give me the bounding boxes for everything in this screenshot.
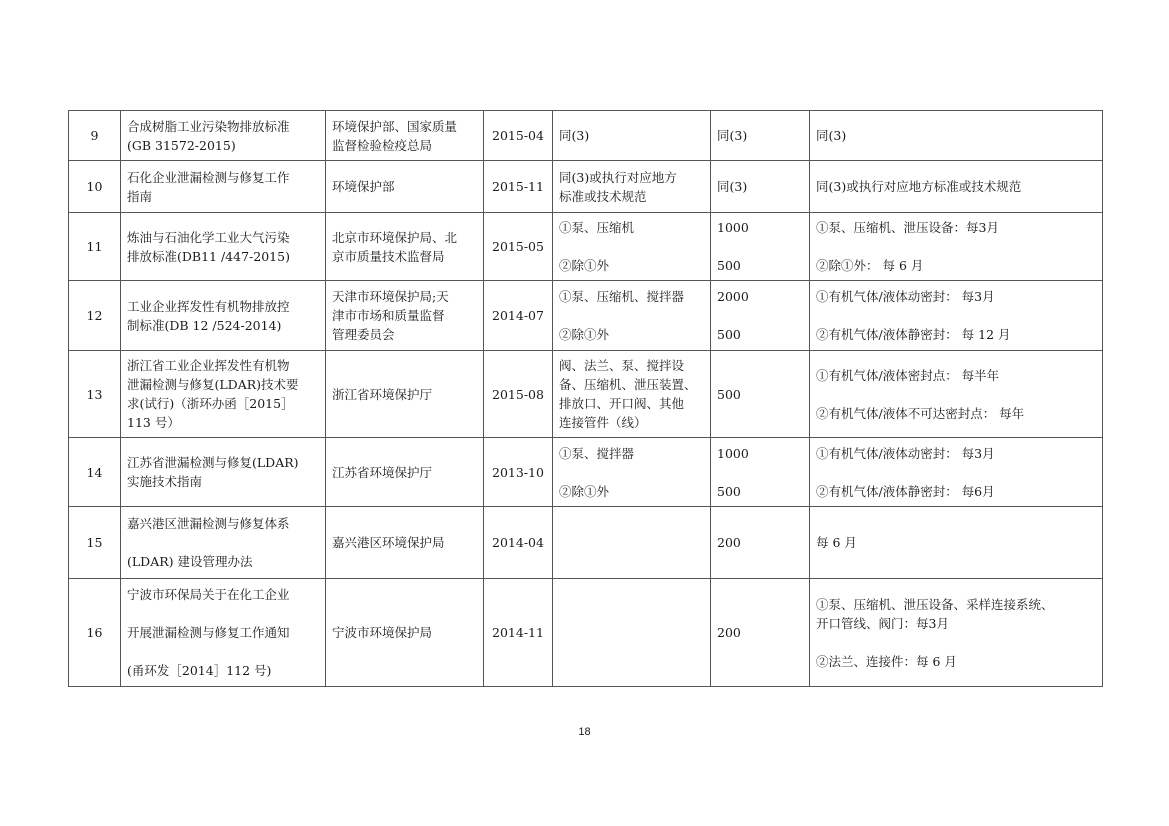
issuing-authority: 天津市环境保护局;天 津市市场和质量监督 管理委员会 — [326, 281, 484, 351]
threshold: 1000 500 — [711, 213, 810, 281]
frequency: ①有机气体/液体动密封： 每3月 ②有机气体/液体静密封： 每6月 — [810, 438, 1103, 507]
issuing-authority: 宁波市环境保护局 — [326, 579, 484, 687]
row-number: 16 — [69, 579, 121, 687]
issuing-authority: 环境保护部 — [326, 161, 484, 213]
issuing-authority: 嘉兴港区环境保护局 — [326, 507, 484, 579]
issuing-authority: 江苏省环境保护厅 — [326, 438, 484, 507]
scope — [553, 507, 711, 579]
threshold: 500 — [711, 351, 810, 438]
row-number: 13 — [69, 351, 121, 438]
scope: 同(3)或执行对应地方 标准或技术规范 — [553, 161, 711, 213]
row-number: 15 — [69, 507, 121, 579]
frequency: ①泵、压缩机、泄压设备、采样连接系统、 开口管线、阀门：每3月 ②法兰、连接件：每 6 月 — [810, 579, 1103, 687]
frequency: 同(3)或执行对应地方标准或技术规范 — [810, 161, 1103, 213]
issue-date: 2014-11 — [484, 579, 553, 687]
issue-date: 2015-05 — [484, 213, 553, 281]
standard-name: 浙江省工业企业挥发性有机物 泄漏检测与修复(LDAR)技术要 求(试行)（浙环办函［2015］ 113 号） — [121, 351, 326, 438]
threshold: 2000 500 — [711, 281, 810, 351]
issue-date: 2013-10 — [484, 438, 553, 507]
scope: 同(3) — [553, 111, 711, 161]
standard-name: 石化企业泄漏检测与修复工作 指南 — [121, 161, 326, 213]
scope: ①泵、压缩机、搅拌器 ②除①外 — [553, 281, 711, 351]
standard-name: 炼油与石油化学工业大气污染 排放标准(DB11 /447-2015) — [121, 213, 326, 281]
table-row — [69, 351, 1103, 438]
row-number: 10 — [69, 161, 121, 213]
regulations-table — [68, 110, 1103, 687]
issue-date: 2015-04 — [484, 111, 553, 161]
standard-name: 嘉兴港区泄漏检测与修复体系 (LDAR) 建设管理办法 — [121, 507, 326, 579]
threshold: 200 — [711, 507, 810, 579]
scope: ①泵、搅拌器 ②除①外 — [553, 438, 711, 507]
frequency: 每 6 月 — [810, 507, 1103, 579]
issue-date: 2014-07 — [484, 281, 553, 351]
row-number: 14 — [69, 438, 121, 507]
issuing-authority: 北京市环境保护局、北 京市质量技术监督局 — [326, 213, 484, 281]
scope: 阀、法兰、泵、搅拌设 备、压缩机、泄压装置、 排放口、开口阀、其他 连接管件（线） — [553, 351, 711, 438]
table-row — [69, 579, 1103, 687]
issue-date: 2015-11 — [484, 161, 553, 213]
row-number: 11 — [69, 213, 121, 281]
scope: ①泵、压缩机 ②除①外 — [553, 213, 711, 281]
frequency: ①有机气体/液体密封点： 每半年 ②有机气体/液体不可达密封点： 每年 — [810, 351, 1103, 438]
row-number: 12 — [69, 281, 121, 351]
issue-date: 2015-08 — [484, 351, 553, 438]
issuing-authority: 浙江省环境保护厅 — [326, 351, 484, 438]
frequency: ①有机气体/液体动密封： 每3月 ②有机气体/液体静密封： 每 12 月 — [810, 281, 1103, 351]
standard-name: 合成树脂工业污染物排放标准 (GB 31572-2015) — [121, 111, 326, 161]
table-row — [69, 213, 1103, 281]
issuing-authority: 环境保护部、国家质量 监督检验检疫总局 — [326, 111, 484, 161]
standard-name: 工业企业挥发性有机物排放控 制标准(DB 12 /524-2014) — [121, 281, 326, 351]
scope — [553, 579, 711, 687]
row-number: 9 — [69, 111, 121, 161]
table-row — [69, 111, 1103, 161]
standard-name: 江苏省泄漏检测与修复(LDAR) 实施技术指南 — [121, 438, 326, 507]
table-row — [69, 507, 1103, 579]
standard-name: 宁波市环保局关于在化工企业 开展泄漏检测与修复工作通知 (甬环发［2014］112 号) — [121, 579, 326, 687]
threshold: 同(3) — [711, 111, 810, 161]
frequency: ①泵、压缩机、泄压设备：每3月 ②除①外： 每 6 月 — [810, 213, 1103, 281]
table-row — [69, 438, 1103, 507]
table-row — [69, 281, 1103, 351]
frequency: 同(3) — [810, 111, 1103, 161]
threshold: 同(3) — [711, 161, 810, 213]
table-row — [69, 161, 1103, 213]
issue-date: 2014-04 — [484, 507, 553, 579]
threshold: 200 — [711, 579, 810, 687]
threshold: 1000 500 — [711, 438, 810, 507]
page-number: 18 — [578, 726, 591, 738]
